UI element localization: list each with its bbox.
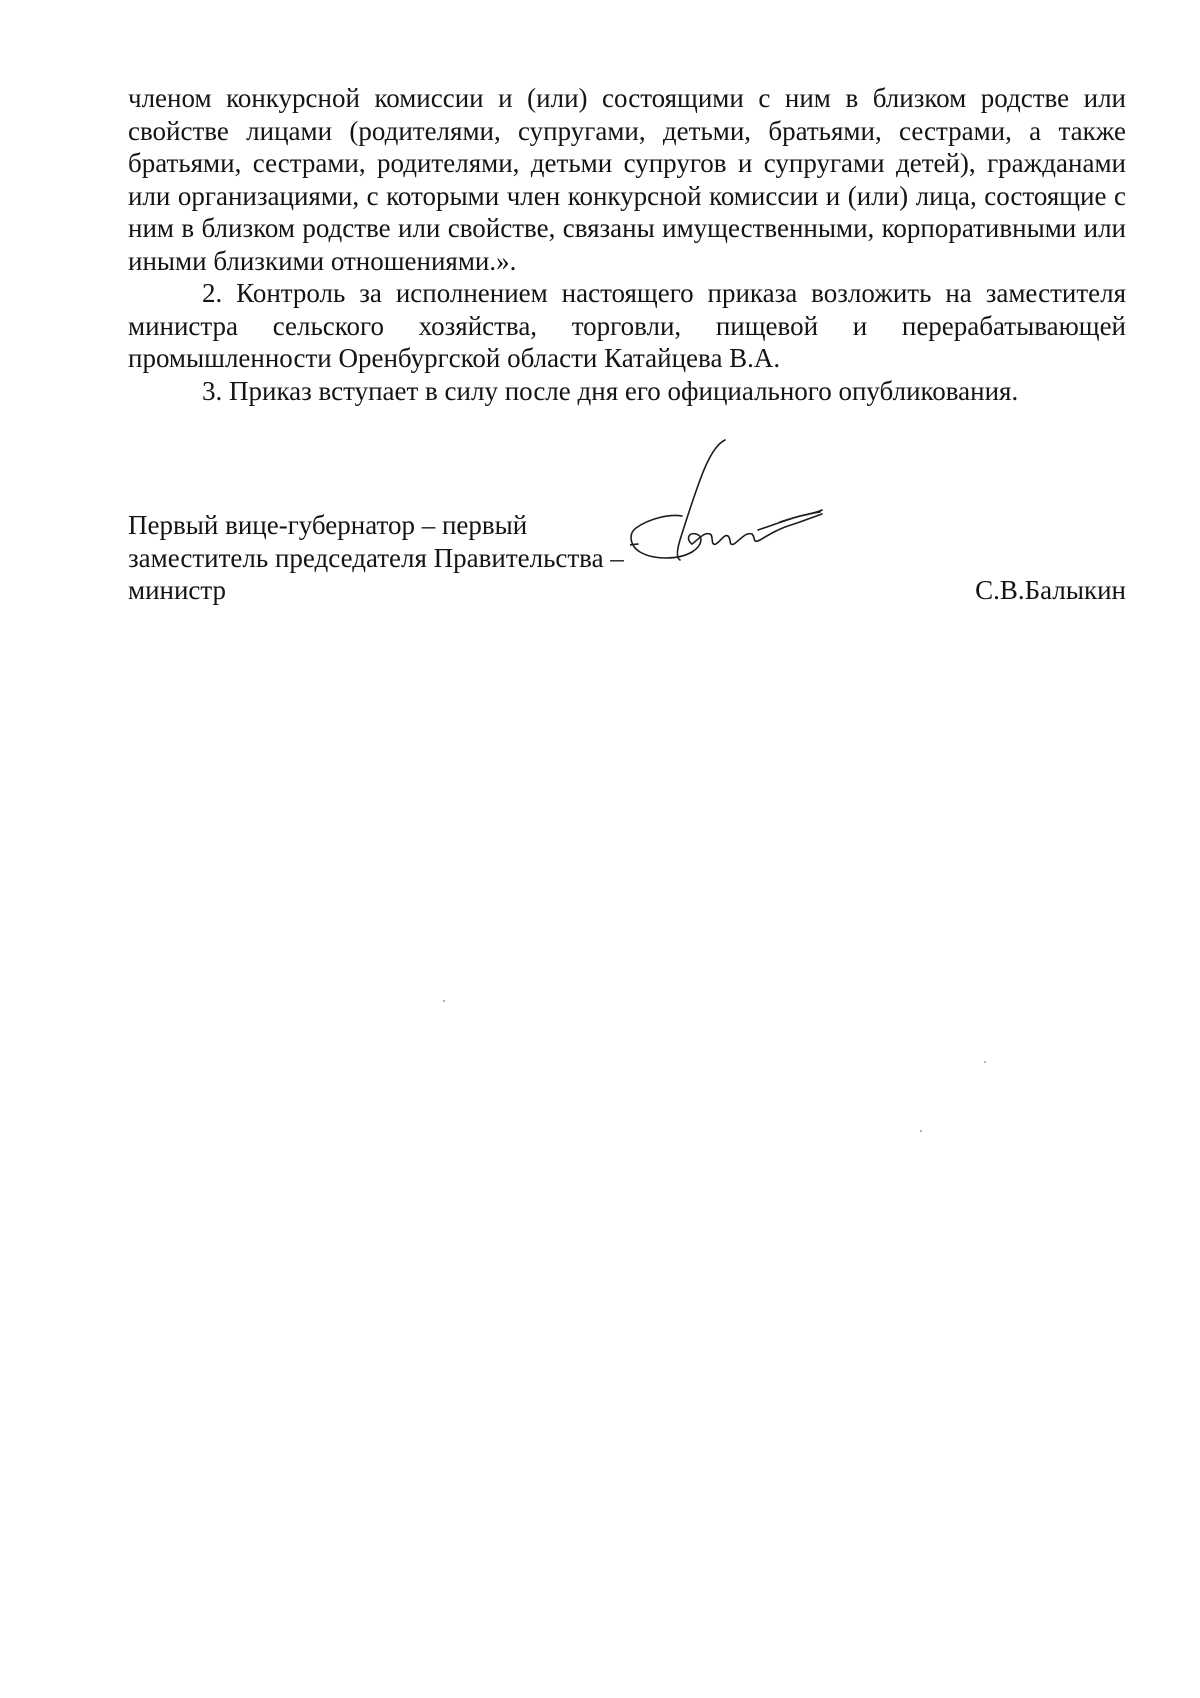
position-line: заместитель председателя Правительства – xyxy=(128,542,624,573)
paragraph-item-3: 3. Приказ вступает в силу после дня его официального опубликования. xyxy=(202,375,1019,406)
paragraph-item-2: 2. Контроль за исполнением настоящего приказа возложить на заместителя министра сельского хозяйства, торговли, пищевой и перерабатывающей промышленности Оренбургской области Катайцева В.А. xyxy=(128,278,1126,373)
handwritten-signature xyxy=(630,436,860,596)
position-line: Первый вице-губернатор – первый xyxy=(128,510,528,540)
signatory-name: С.В.Балыкин xyxy=(975,575,1126,605)
position-line: министр xyxy=(128,575,227,605)
signatory-position xyxy=(128,509,688,607)
scan-speck xyxy=(920,1130,922,1132)
signature-block xyxy=(128,509,1126,619)
paragraph-continuation: членом конкурсной комиссии и (или) состоящими с ним в близком родстве или свойстве лицами (родителями, супругами, детьми, братьями, сестрами, а также братьями, сестрами, родителями, детьми супругов и супругами детей), гражданами или организациями, с которыми член конкурсной комиссии и (или) лица, состоящие с ним в близком родстве или свойстве, связаны имущественными, корпоративными или иными близкими отношениями.». xyxy=(128,83,1126,276)
scan-speck xyxy=(984,1061,986,1063)
document-body xyxy=(128,82,1126,407)
scan-speck xyxy=(443,1000,445,1002)
